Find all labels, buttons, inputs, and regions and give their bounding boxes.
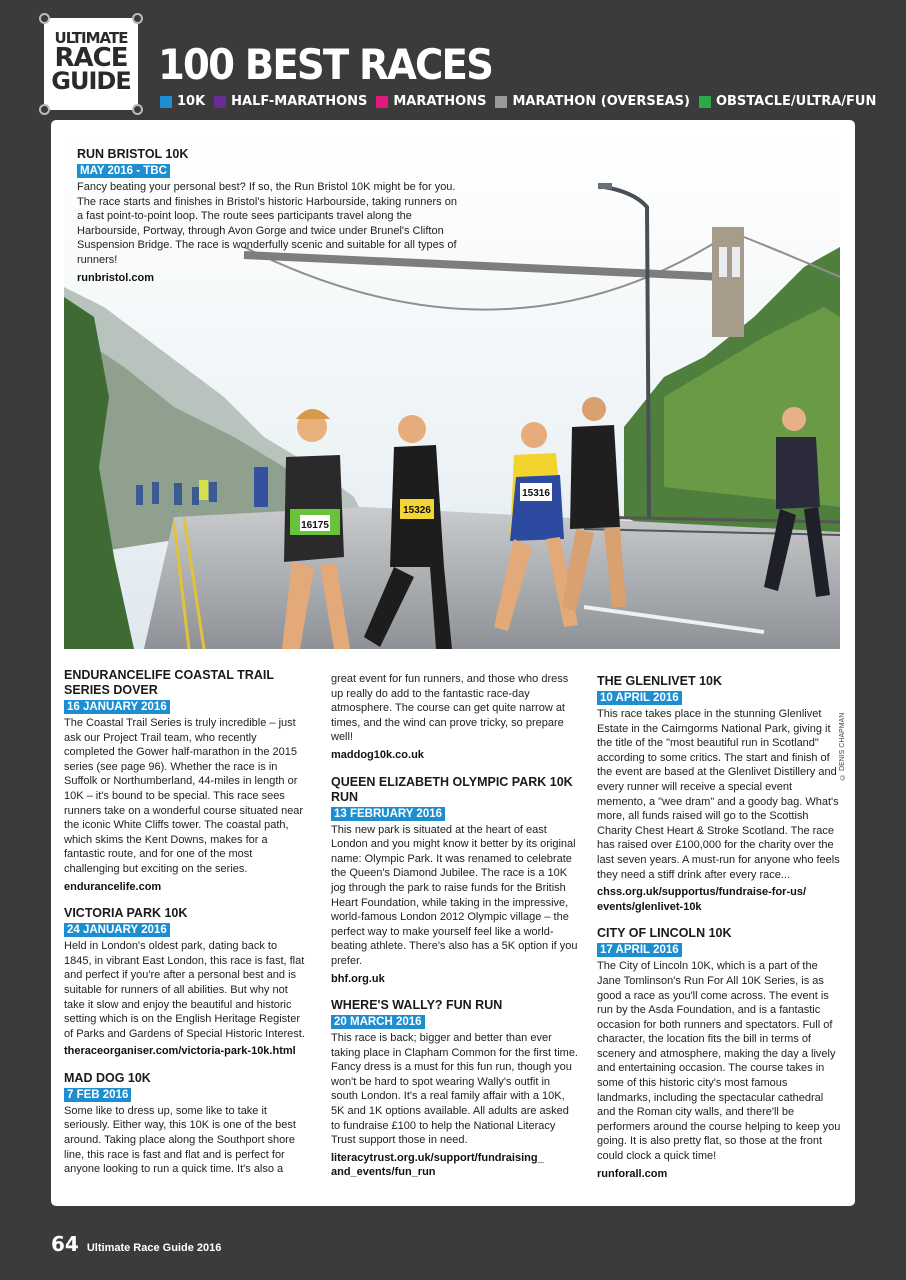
race-website-link[interactable]: endurancelife.com <box>64 880 162 893</box>
race-description: This race is back; bigger and better than ever taking place in Clapham Common for the first time. Fancy dress is a must for this fun run, though you won't be hard to spot wearing Wally's outfit in south London. It's a real family affair with a 10K, 5K and 1K options available. All adults are asked to fundraise £100 to help the National Literacy Trust support those in need. <box>331 1032 578 1147</box>
race-date-badge: MAY 2016 - TBC <box>77 164 170 178</box>
race-description: The Coastal Trail Series is truly incredible – just ask our Project Trail team, who recently completed the Gower half-marathon in the 2015 series (see page 96). Whether the race is in Suffolk or Northumberland, 44-miles in length or 10K – it's bound to be special. This race sees runners take on a wonderful course situated near the iconic White Cliffs tower. The coastal path, which skims the Kent Downs, makes for a fantastic route, and for one of the most challenging but exciting on the series. <box>64 717 304 875</box>
race-website-link[interactable]: maddog10k.co.uk <box>331 748 424 761</box>
page-number: 64 <box>51 1232 79 1256</box>
race-website-link[interactable]: theraceorganiser.com/victoria-park-10k.html <box>64 1045 296 1058</box>
race-title: WHERE'S WALLY? FUN RUN <box>331 998 503 1013</box>
race-date-badge: 10 APRIL 2016 <box>597 691 682 705</box>
race-title: CITY OF LINCOLN 10K <box>597 926 732 941</box>
race-mad-dog-10k-continued <box>331 672 578 763</box>
legend-item-10k: 10K <box>160 94 205 109</box>
race-date-badge: 7 FEB 2016 <box>64 1088 131 1102</box>
corner-pin-icon <box>39 13 50 24</box>
race-date-badge: 16 JANUARY 2016 <box>64 700 170 714</box>
race-website-link[interactable]: runbristol.com <box>77 271 155 284</box>
legend-item-marathon-overseas: MARATHON (OVERSEAS) <box>495 94 689 109</box>
column-1 <box>64 668 307 1189</box>
race-date-badge: 17 APRIL 2016 <box>597 943 682 957</box>
race-description: Some like to dress up, some like to take it seriously. Either way, this 10K is one of the best around. Taking place along the Southport shore line, this race is fast and flat and is perfect for anyone looking to run a quick time. It's also a <box>64 1104 296 1176</box>
legend-swatch <box>699 96 711 108</box>
legend-item-marathons: MARATHONS <box>376 94 486 109</box>
legend-item-half-marathons: HALF-MARATHONS <box>214 94 367 109</box>
race-city-of-lincoln-10k <box>597 926 843 1181</box>
logo-line-3: GUIDE <box>51 67 131 95</box>
ultimate-race-guide-logo <box>44 18 138 110</box>
race-description: The City of Lincoln 10K, which is a part of the Jane Tomlinson's Run For All 10K Series, is as good a race as you'll come across. The event is run by the Asda Foundation, and is a fantastic occasion for both runners and spectators. Full of character, the location fits the bill in terms of scenery and atmosphere, making the day a lively and entertaining occasion. The course takes in some of this historic city's most famous landmarks, including the spectacular cathedral and the Roman city walls, and there'll be performers around the course helping to keep you going. It is also pretty flat, so those at the front could clock a quick time! <box>597 960 841 1163</box>
logo-line-2: RACE <box>54 43 128 73</box>
legend-swatch <box>160 96 172 108</box>
column-2 <box>331 672 578 1192</box>
legend-item-obstacle-ultra-fun: OBSTACLE/ULTRA/FUN <box>699 94 876 109</box>
runner-bib-1: 16175 <box>301 520 329 531</box>
race-date-badge: 24 JANUARY 2016 <box>64 923 170 937</box>
race-description: This new park is situated at the heart of east London and you might know it better by its original name: Olympic Park. It was renamed to celebrate the Queen's Diamond Jubilee. The race is a 10K jog through the park to raise funds for the British Heart Foundation, while taking in the impressive, world-famous London 2012 Olympic village – the perfect way to make yourself feel like a world-beating athlete. There's also has a 5K option if you prefer. <box>331 823 578 967</box>
race-website-link[interactable]: runforall.com <box>597 1167 668 1180</box>
race-description: Fancy beating your personal best? If so, the Run Bristol 10K might be for you. The race starts and finishes in Bristol's historic Harbourside, taking runners on a fast point-to-point loop. The route sees participants travel along the Harbourside, Portway, through Avon Gorge and twice under Brunel's Clifton Suspension Bridge. The race is wonderfully scenic and suitable for all types of runners! <box>77 181 457 266</box>
content-card <box>51 120 855 1206</box>
race-title: MAD DOG 10K <box>64 1070 151 1085</box>
race-date-badge: 13 FEBRUARY 2016 <box>331 807 445 821</box>
race-title: ENDURANCELIFE COASTAL TRAIL SERIES DOVER <box>64 668 274 697</box>
logo-line-1: ULTIMATE <box>54 29 128 47</box>
runner-bib-2: 15326 <box>403 505 431 516</box>
page-title: 100 BEST RACES <box>158 40 493 89</box>
race-mad-dog-10k <box>64 1071 307 1177</box>
race-run-bristol <box>77 147 457 285</box>
column-3 <box>597 674 843 1193</box>
corner-pin-icon <box>39 104 50 115</box>
race-description: This race takes place in the stunning Glenlivet Estate in the Cairngorms National Park, giving it the title of the "most beautiful run in Scotland" according to some critics. The start and finish of the event are based at the Glenlivet Distillery and every runner will receive a special event memento, a "wee dram" and a goody bag. What's more, all funds raised will go to the Scottish Charity Chest Heart & Stroke Scotland. The race has raised over £100,000 for the charity over the last seven years. A must-run for anyone who feels they need a stiff drink after every race... <box>597 708 840 881</box>
race-olympic-park-10k <box>331 775 578 987</box>
legend-swatch <box>495 96 507 108</box>
category-legend <box>160 94 885 109</box>
legend-swatch <box>214 96 226 108</box>
race-title: THE GLENLIVET 10K <box>597 674 723 688</box>
race-title: VICTORIA PARK 10K <box>64 906 188 921</box>
corner-pin-icon <box>132 104 143 115</box>
corner-pin-icon <box>132 13 143 24</box>
race-description: Held in London's oldest park, dating back to 1845, in vibrant East London, this race is fast, flat and perfect if you're after a personal best and is suitable for runners of all abilities. But why not take it slow and enjoy the beautiful and historic setting which is on the English Heritage Register of Parks and Gardens of Special Historic Interest. <box>64 940 305 1040</box>
race-website-link[interactable]: bhf.org.uk <box>331 972 385 985</box>
photo-credit: © DENIS CHAPMAN <box>839 712 846 780</box>
page-footer <box>51 1232 221 1256</box>
race-wheres-wally-fun-run <box>331 998 578 1180</box>
race-glenlivet-10k <box>597 674 843 914</box>
race-victoria-park-10k <box>64 906 307 1059</box>
race-endurancelife-dover <box>64 668 307 894</box>
publication-name: Ultimate Race Guide 2016 <box>86 1242 222 1254</box>
race-website-link[interactable]: literacytrust.org.uk/support/fundraising_ and_events/fun_run <box>331 1151 544 1179</box>
race-date-badge: 20 MARCH 2016 <box>331 1015 425 1029</box>
race-website-link[interactable]: chss.org.uk/supportus/fundraise-for-us/ events/glenlivet-10k <box>597 886 807 913</box>
runner-bib-3: 15316 <box>522 488 550 499</box>
legend-swatch <box>376 96 388 108</box>
race-description-continued: great event for fun runners, and those who dress up really do add to the fantastic race-day atmosphere. The course can get quite narrow at times, and the wind can prove tricky, so prepare well! <box>331 673 569 744</box>
race-title: RUN BRISTOL 10K <box>77 147 189 161</box>
race-title: QUEEN ELIZABETH OLYMPIC PARK 10K RUN <box>331 774 573 804</box>
